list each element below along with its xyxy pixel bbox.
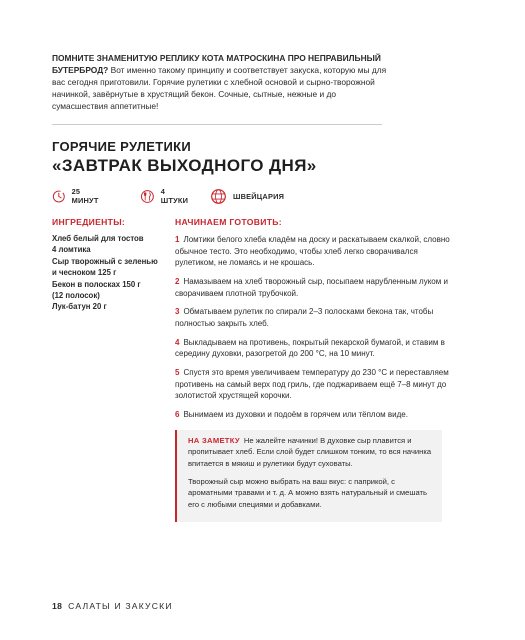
clock-icon — [52, 188, 66, 205]
step-text: Спустя это время увеличиваем температуру до 230 °С и переставляем противень на самый верх под гриль, где поджариваем ещё 7–8 минут до золотистой хрустящей корочки. — [175, 368, 449, 401]
tip-paragraph — [188, 435, 438, 469]
ingredient-line: Хлеб белый для тостов — [52, 234, 144, 243]
steps-list — [175, 234, 450, 428]
step-item — [175, 276, 450, 299]
step-number: 1 — [175, 235, 180, 244]
meta-time-label: 25 МИНУТ — [71, 187, 99, 205]
ingredient-line: Бекон в полосках 150 г — [52, 279, 141, 289]
recipe-title: «ЗАВТРАК ВЫХОДНОГО ДНЯ» — [52, 156, 317, 175]
tip-label: НА ЗАМЕТКУ — [188, 436, 240, 445]
step-number: 3 — [175, 307, 180, 317]
globe-icon — [210, 188, 227, 205]
page-number: 18 — [52, 601, 63, 611]
step-number: 2 — [175, 276, 180, 286]
meta-quantity — [140, 185, 190, 207]
meta-country — [210, 185, 284, 207]
intro-paragraph — [52, 52, 392, 112]
ingredients-heading: ИНГРЕДИЕНТЫ: — [52, 217, 126, 227]
meta-time — [52, 185, 102, 207]
step-item — [175, 367, 450, 402]
step-text: Обматываем рулетик по спирали 2–3 полосками бекона так, чтобы полностью закрыть хлеб. — [175, 307, 434, 328]
page-footer — [52, 601, 173, 611]
steps-heading: НАЧИНАЕМ ГОТОВИТЬ: — [175, 217, 282, 227]
ingredient-line: 4 ломтика — [52, 245, 91, 255]
section-divider — [52, 124, 382, 125]
ingredient-line: Лук-батун 20 г — [52, 302, 107, 312]
ingredient-line: Сыр творожный с зеленью — [52, 256, 158, 266]
step-number: 6 — [175, 410, 180, 420]
tip-text: Не жалейте начинки! В духовке сыр плавится и пропитывает хлеб. Если слой будет слишком тонким, то вся начинка впитается в мякиш и рулетики будут суховаты. — [188, 436, 432, 468]
recipe-kicker: ГОРЯЧИЕ РУЛЕТИКИ — [52, 139, 192, 154]
step-item — [175, 337, 450, 360]
step-text: Вынимаем из духовки и подоём в горячем или тёплом виде. — [183, 410, 408, 420]
step-item — [175, 234, 450, 269]
ingredients-list — [52, 233, 167, 313]
step-item — [175, 306, 450, 329]
intro-lead: ПОМНИТЕ ЗНАМЕНИТУЮ РЕПЛИКУ КОТА МАТРОСКИНА ПРО НЕПРАВИЛЬНЫЙ БУТЕРБРОД? — [52, 53, 381, 75]
intro-text: Вот именно такому принципу и соответствует закуска, которую мы для вас сегодня приготовили. Горячие рулетики с хлебной основой и сырно-творожной начинкой, завёрнутые в хрустящий бекон. Сочные, сытные, нежные и до сумасшествия аппетитные! — [52, 65, 387, 111]
meta-quantity-label: 4 ШТУКИ — [160, 187, 189, 205]
step-text: Намазываем на хлеб творожный сыр, посыпаем нарубленным луком и сворачиваем плотной трубочкой. — [175, 276, 448, 298]
step-item — [175, 409, 450, 421]
ingredient-line: и чесноком 125 г — [52, 268, 117, 278]
meta-country-label: ШВЕЙЦАРИЯ — [233, 191, 285, 201]
step-number: 4 — [175, 337, 180, 347]
tip-paragraph-2: Творожный сыр можно выбрать на ваш вкус: с паприкой, с ароматными травами и т. д. А можно взять натуральный и смешать его с любыми специями и добавками. — [188, 477, 427, 509]
ingredient-line: (12 полосок) — [52, 291, 100, 301]
step-text: Ломтики белого хлеба кладём на доску и раскатываем скалкой, словно обычное тесто. Это необходимо, чтобы хлеб легко сворачивался рулетиком, не ломаясь и не крошась. — [175, 235, 450, 268]
serving-icon — [140, 188, 155, 205]
step-text: Выкладываем на противень, покрытый пекарской бумагой, и ставим в середину духовки, разогретой до 200 °С, на 10 минут. — [175, 337, 445, 359]
step-number: 5 — [175, 368, 180, 378]
section-name: САЛАТЫ И ЗАКУСКИ — [68, 601, 173, 611]
tip-box — [175, 430, 442, 522]
